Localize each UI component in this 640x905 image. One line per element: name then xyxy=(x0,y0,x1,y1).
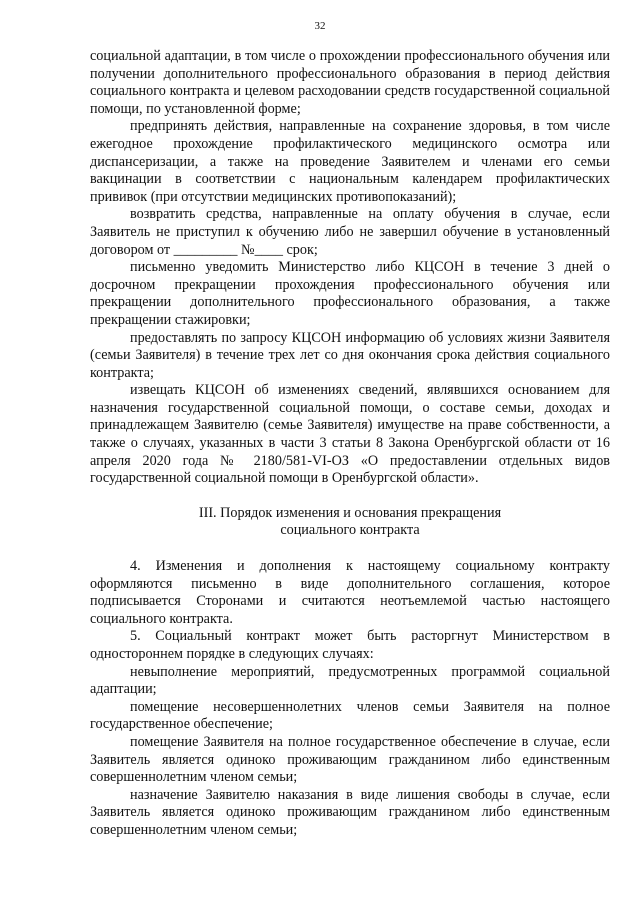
section-heading-line-1: III. Порядок изменения и основания прекращения xyxy=(198,504,502,521)
page-number: 32 xyxy=(314,20,326,32)
paragraph: 5. Социальный контракт может быть расторгнут Министерством в одностороннем порядке в следующих случаях: xyxy=(90,628,610,662)
paragraph: назначение Заявителю наказания в виде лишения свободы в случае, если Заявитель является одиноко проживающим гражданином либо единственным совершеннолетним членом семьи; xyxy=(90,786,610,838)
paragraph: письменно уведомить Министерство либо КЦСОН в течение 3 дней о досрочном прекращении прохождения профессионального обучения или прекращении дополнительного профессионального образования, а также прекращении стажировки; xyxy=(90,259,610,328)
paragraph: возвратить средства, направленные на оплату обучения в случае, если Заявитель не приступил к обучению либо не завершил обучение в установленный договором от _________ №____ срок; xyxy=(90,206,610,258)
paragraph: помещение несовершеннолетних членов семьи Заявителя на полное государственное обеспечение; xyxy=(90,698,610,733)
section-heading-line-2: социального контракта xyxy=(280,522,420,539)
paragraph: невыполнение мероприятий, предусмотренных программой социальной адаптации; xyxy=(90,663,610,698)
paragraph: извещать КЦСОН об изменениях сведений, являвшихся основанием для назначения государственной социальной помощи, о составе семьи, доходах и принадлежащем Заявителю (семье Заявителя) имуществе на праве собственности, а также о случаях, указанных в части 3 статьи 8 Закона Оренбургской области от 16 апреля 2020 года № 2180/581-VI-ОЗ «О предоставлении отдельных видов государственной социальной помощи в Оренбургской области». xyxy=(90,382,610,487)
paragraph: предоставлять по запросу КЦСОН информацию об условиях жизни Заявителя (семьи Заявителя) в течение трех лет со дня окончания срока действия социального контракта; xyxy=(90,329,610,381)
paragraph: предпринять действия, направленные на сохранение здоровья, в том числе ежегодное прохождение профилактического медицинского осмотра или диспансеризации, а также на проведение Заявителем и членами его семьи вакцинации в соответствии с национальным календарем профилактических прививок (при отсутствии медицинских противопоказаний); xyxy=(90,118,610,205)
paragraph: помещение Заявителя на полное государственное обеспечение в случае, если Заявитель является одиноко проживающим гражданином либо единственным совершеннолетним членом семьи; xyxy=(90,733,610,786)
document-body xyxy=(90,48,610,840)
paragraph: социальной адаптации, в том числе о прохождении профессионального обучения или получении дополнительного профессионального образования в период действия социального контракта и целевом расходовании средств государственной социальной помощи, по установленной форме; xyxy=(90,48,610,117)
section-heading xyxy=(90,505,610,540)
paragraph: 4. Изменения и дополнения к настоящему социальному контракту оформляются письменно в виде дополнительного соглашения, которое подписывается Сторонами и считаются неотъемлемой частью настоящего социального контракта. xyxy=(90,558,610,627)
